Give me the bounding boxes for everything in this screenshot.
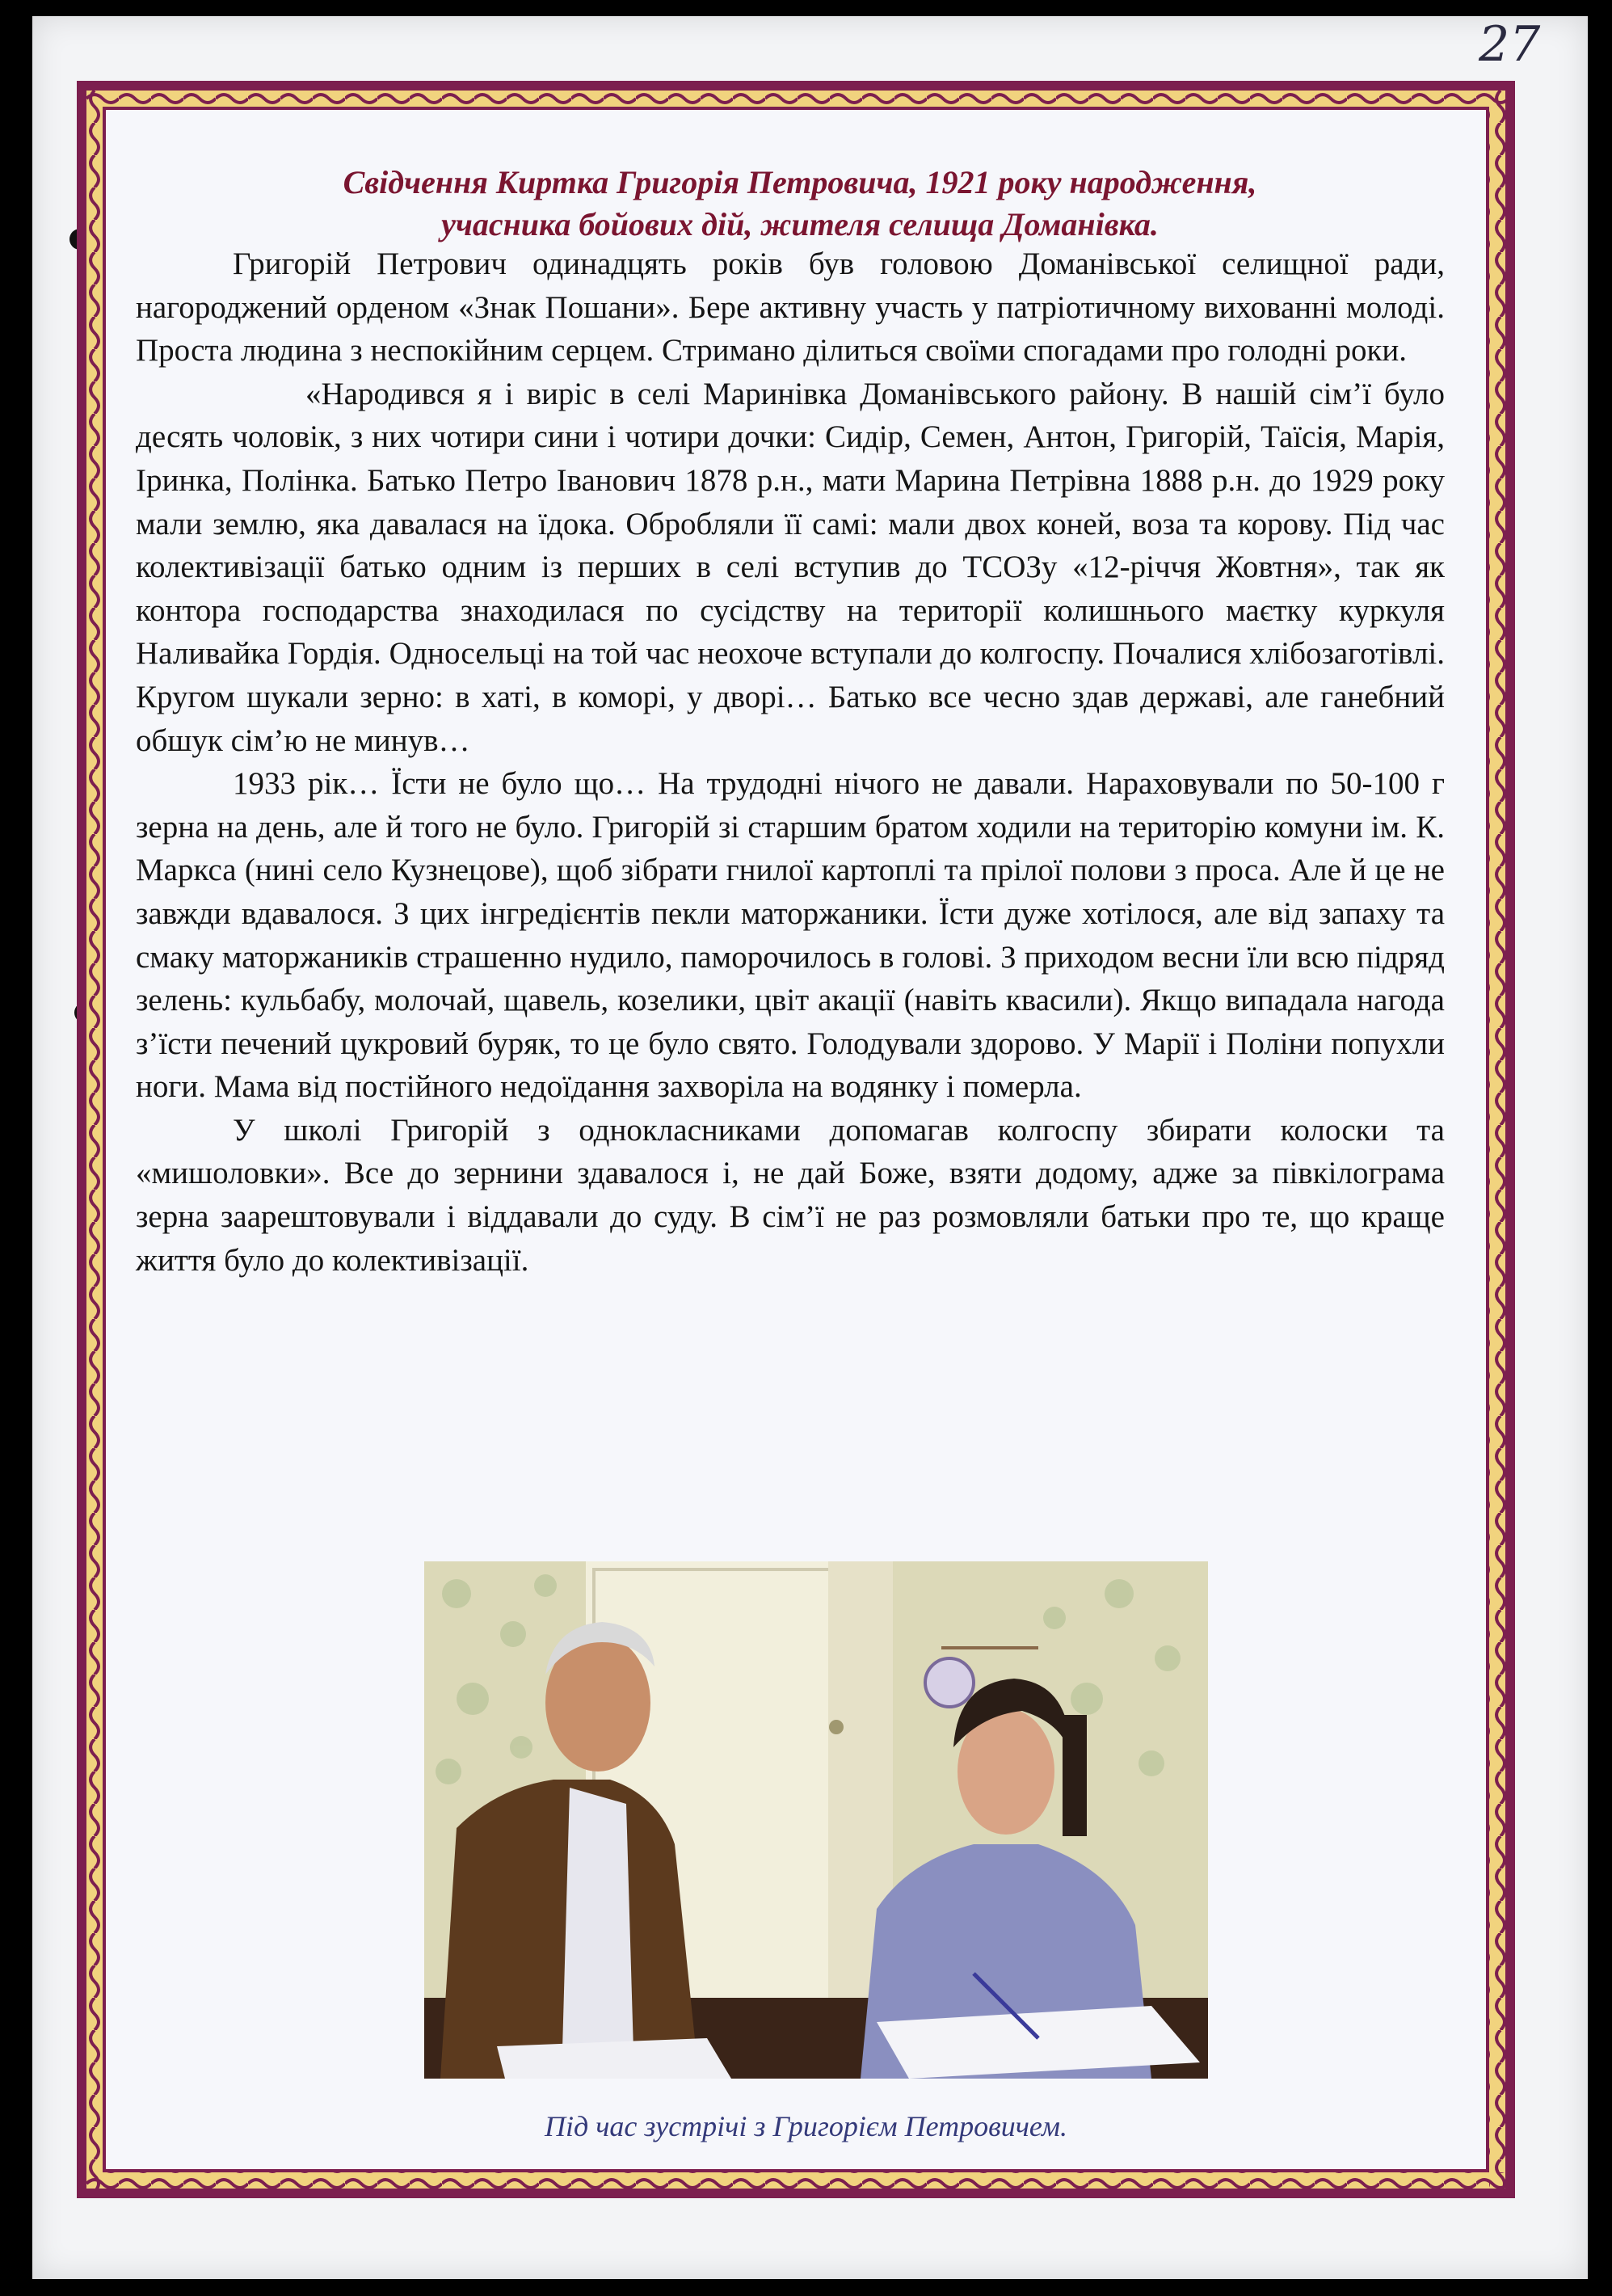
photo-caption: Під час зустрічі з Григорієм Петровичем. [545, 2110, 1067, 2142]
page-title-line-2: учасника бойових дій, жителя селища Доманівка. [441, 206, 1159, 242]
testimony-paragraph: 1933 рік… Їсти не було що… На трудодні нічого не давали. Нараховували по 50-100 г зерна на день, але й того не було. Григорій зі старшим братом ходили на територію комуни ім. К. Маркса (нині село Кузнецове), щоб зібрати гнилої картоплі та прілої полови з проса. Але й це не завжди вдавалося. З цих інгредієнтів пекли маторжаники. Їсти дуже хотілося, але від запаху та смаку маторжаників страшенно нудило, паморочилось в голові. З приходом весни їли всю підряд зелень: кульбабу, молочай, щавель, козелики, цвіт акації (навіть квасили). Якщо випадала нагода з’їсти печений цукровий буряк, то це було свято. Голодували здорово. У Марії і Поліни попухли ноги. Мама від постійного недоїдання захворіла на водянку і померла. [136, 766, 1445, 1105]
testimony-text [136, 242, 1445, 1282]
intro-paragraph: Григорій Петрович одинадцять років був головою Доманівської селищної ради, нагороджений орденом «Знак Пошани». Бере активну участь у патріотичному вихованні молоді. Проста людина з неспокійним серцем. Стримано ділиться своїми спогадами про голодні роки. [136, 246, 1445, 369]
meeting-photo [424, 1561, 1208, 2079]
testimony-paragraph: У школі Григорій з однокласниками допомагав колгоспу збирати колоски та «мишоловки». Все до зернини здавалося і, не дай Боже, взяти додому, адже за півкілограма зерна заарештовували і віддавали до суду. В сім’ї не раз розмовляли батьки про те, що краще життя було до колективізації. [136, 1112, 1445, 1278]
testimony-paragraph: «Народився я і виріс в селі Маринівка Доманівського району. В нашій сім’ї було десять чоловік, з них чотири сини і чотири дочки: Сидір, Семен, Антон, Григорій, Таїсія, Марія, Іринка, Полінка. Батько Петро Іванович 1878 р.н., мати Марина Петрівна 1888 р.н. до 1929 року мали землю, яка давалася на їдока. Обробляли її самі: мали двох коней, воза та корову. Під час колективізації батько одним із перших в селі вступив до ТСОЗу «12-річчя Жовтня», так як контора господарства знаходилася по сусідству на території колишнього маєтку куркуля Наливайка Гордія. Односельці на той час неохоче вступали до колгоспу. Почалися хлібозаготівлі. Кругом шукали зерно: в хаті, в коморі, у дворі… Батько все чесно здав державі, але ганебний обшук сім’ю не минув… [136, 376, 1445, 758]
page-number: 27 [1479, 16, 1541, 73]
page-title-line-1: Свідчення Киртка Григорія Петровича, 1921 року народження, [343, 164, 1257, 200]
